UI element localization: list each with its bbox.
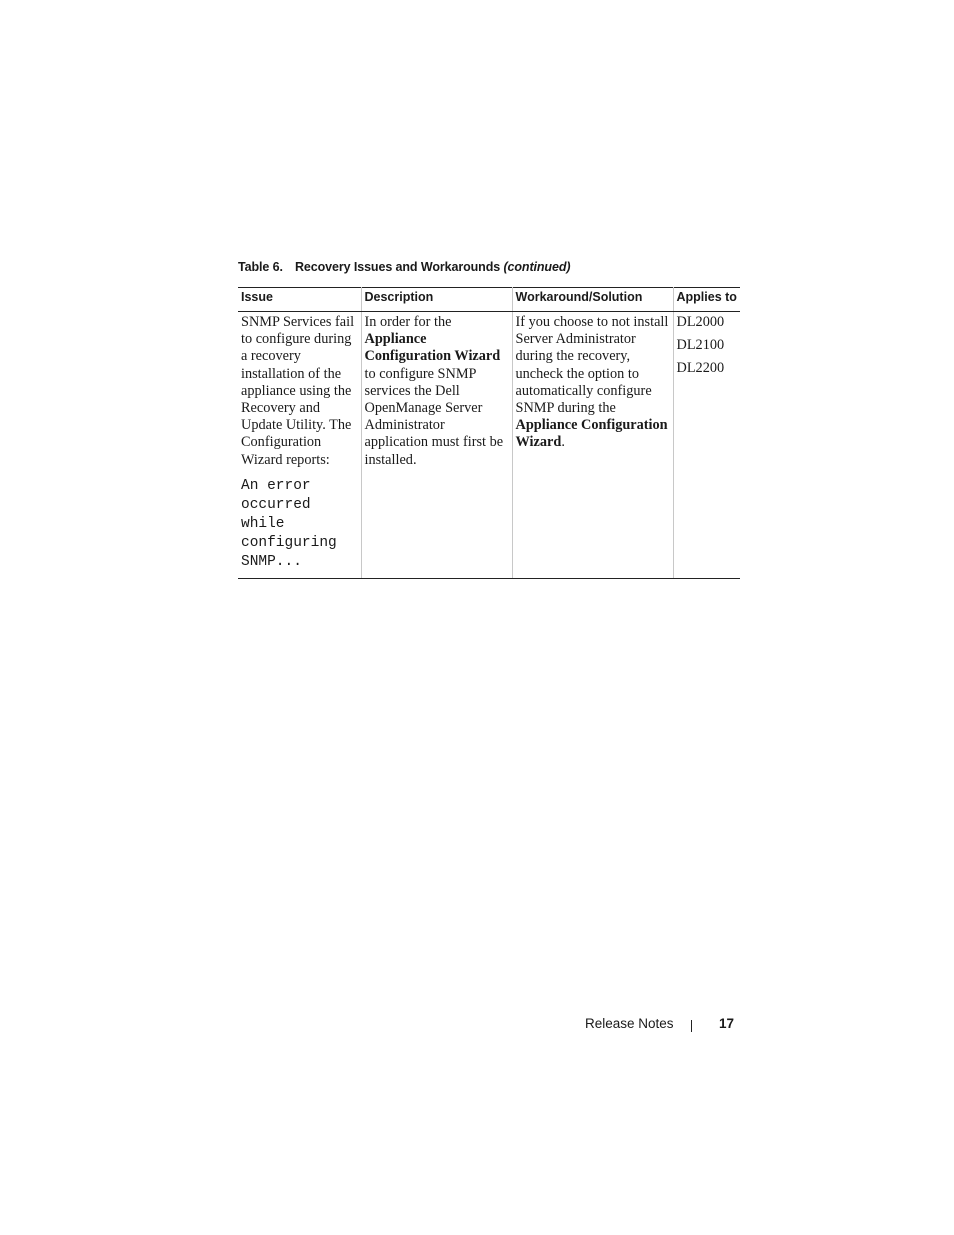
footer-label: Release Notes xyxy=(585,1016,674,1031)
description-text xyxy=(365,314,509,469)
description-prefix: In order for the xyxy=(364,314,452,330)
cell-description xyxy=(361,312,512,579)
page-number: 17 xyxy=(719,1016,735,1031)
description-wizard-name: Appliance Configuration Wizard xyxy=(364,331,501,365)
cell-applies-to xyxy=(673,312,740,579)
applies-to-item: DL2200 xyxy=(676,360,725,377)
table-number: Table 6. xyxy=(238,260,283,274)
description-suffix: to configure SNMP services the Dell OpenManage Server Administrator application must first be installed. xyxy=(364,365,504,468)
workaround-text xyxy=(516,314,670,452)
workaround-prefix: If you choose to not install Server Administrator during the recovery, uncheck the option to automatically configure SNMP during the xyxy=(515,314,669,417)
header-issue: Issue xyxy=(238,288,361,312)
header-workaround: Workaround/Solution xyxy=(512,288,673,312)
cell-issue xyxy=(238,312,361,579)
applies-to-item: DL2100 xyxy=(676,337,725,354)
header-applies-to: Applies to xyxy=(673,288,740,312)
table-row xyxy=(238,312,740,579)
header-description: Description xyxy=(361,288,512,312)
issue-error-message: An error occurred while configuring SNMP... xyxy=(241,477,337,570)
table-caption xyxy=(238,260,570,274)
cell-workaround xyxy=(512,312,673,579)
table-title: Recovery Issues and Workarounds xyxy=(295,260,501,274)
footer-separator xyxy=(691,1020,692,1032)
recovery-issues-table-container xyxy=(238,287,740,579)
table-continued-label: (continued) xyxy=(503,260,571,274)
applies-to-item: DL2000 xyxy=(676,314,725,330)
issue-text: SNMP Services fail to configure during a recovery installation of the appliance using the Recovery and Update Utility. The Configuration Wizard reports: xyxy=(241,314,355,468)
workaround-wizard-name: Appliance Configuration Wizard xyxy=(515,417,668,451)
table-header-row xyxy=(238,288,740,312)
page-footer xyxy=(585,1016,735,1031)
recovery-issues-table xyxy=(238,287,740,579)
workaround-suffix: . xyxy=(561,434,565,451)
